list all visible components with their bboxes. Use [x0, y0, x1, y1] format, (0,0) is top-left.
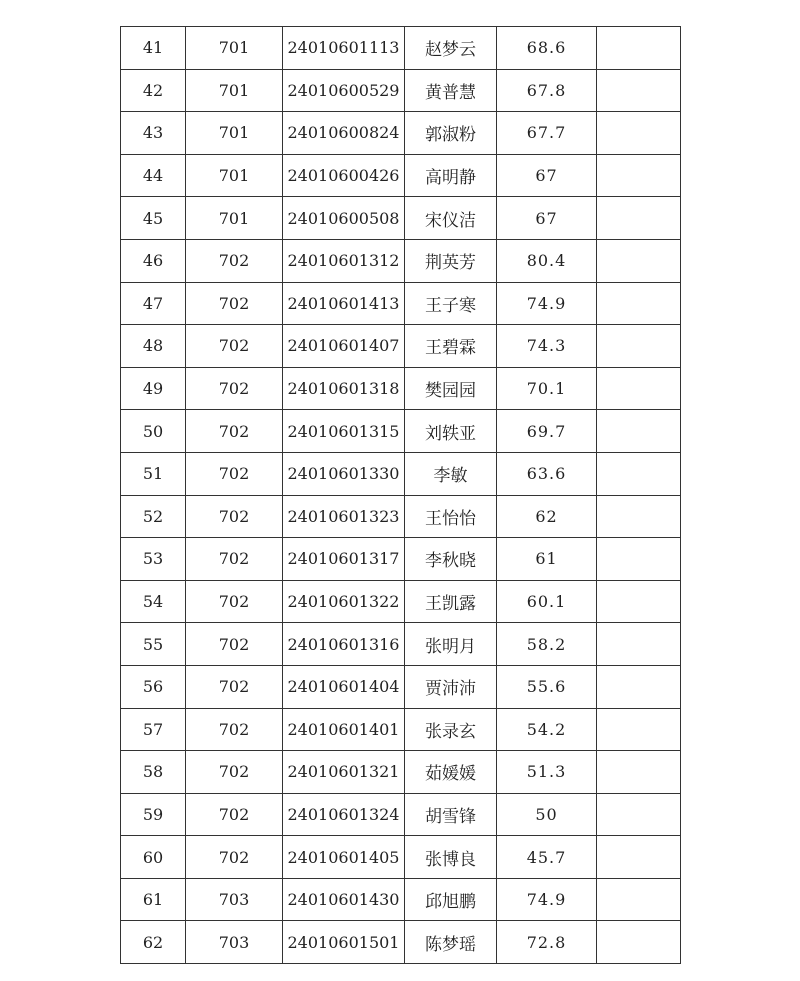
exam-id-cell: 24010600426	[283, 154, 405, 197]
candidate-name-cell: 黄普慧	[405, 69, 497, 112]
post-code-cell: 701	[186, 69, 283, 112]
post-code-cell: 702	[186, 836, 283, 879]
candidate-name-cell: 茹媛媛	[405, 751, 497, 794]
score-cell: 67	[497, 154, 597, 197]
post-code-cell: 702	[186, 538, 283, 581]
post-code-cell: 703	[186, 878, 283, 921]
table-row	[121, 325, 681, 368]
candidate-name-cell: 陈梦瑶	[405, 921, 497, 964]
post-code-cell: 702	[186, 282, 283, 325]
table-row	[121, 580, 681, 623]
post-code-cell: 702	[186, 410, 283, 453]
table-row	[121, 367, 681, 410]
exam-id-cell: 24010601315	[283, 410, 405, 453]
score-cell: 51.3	[497, 751, 597, 794]
remark-cell	[597, 708, 681, 751]
score-cell: 69.7	[497, 410, 597, 453]
candidate-name-cell: 郭淑粉	[405, 112, 497, 155]
candidate-name-cell: 张明月	[405, 623, 497, 666]
row-number-cell: 59	[121, 793, 186, 836]
remark-cell	[597, 751, 681, 794]
exam-id-cell: 24010601318	[283, 367, 405, 410]
row-number-cell: 62	[121, 921, 186, 964]
row-number-cell: 44	[121, 154, 186, 197]
post-code-cell: 702	[186, 452, 283, 495]
table-row	[121, 69, 681, 112]
exam-id-cell: 24010601324	[283, 793, 405, 836]
results-table-container	[120, 26, 680, 964]
remark-cell	[597, 836, 681, 879]
score-cell: 74.3	[497, 325, 597, 368]
remark-cell	[597, 452, 681, 495]
row-number-cell: 61	[121, 878, 186, 921]
remark-cell	[597, 665, 681, 708]
post-code-cell: 701	[186, 27, 283, 70]
candidate-name-cell: 邱旭鹏	[405, 878, 497, 921]
score-cell: 50	[497, 793, 597, 836]
score-cell: 67	[497, 197, 597, 240]
score-cell: 60.1	[497, 580, 597, 623]
post-code-cell: 703	[186, 921, 283, 964]
remark-cell	[597, 27, 681, 70]
table-row	[121, 793, 681, 836]
remark-cell	[597, 538, 681, 581]
remark-cell	[597, 239, 681, 282]
remark-cell	[597, 495, 681, 538]
row-number-cell: 52	[121, 495, 186, 538]
remark-cell	[597, 325, 681, 368]
row-number-cell: 41	[121, 27, 186, 70]
table-row	[121, 154, 681, 197]
post-code-cell: 701	[186, 112, 283, 155]
table-row	[121, 538, 681, 581]
table-row	[121, 665, 681, 708]
exam-id-cell: 24010600508	[283, 197, 405, 240]
exam-id-cell: 24010601330	[283, 452, 405, 495]
post-code-cell: 702	[186, 367, 283, 410]
candidate-name-cell: 王凯露	[405, 580, 497, 623]
exam-id-cell: 24010601401	[283, 708, 405, 751]
remark-cell	[597, 921, 681, 964]
exam-id-cell: 24010601323	[283, 495, 405, 538]
row-number-cell: 43	[121, 112, 186, 155]
table-row	[121, 751, 681, 794]
remark-cell	[597, 282, 681, 325]
score-cell: 58.2	[497, 623, 597, 666]
candidate-name-cell: 樊园园	[405, 367, 497, 410]
score-cell: 45.7	[497, 836, 597, 879]
table-row	[121, 410, 681, 453]
score-cell: 80.4	[497, 239, 597, 282]
row-number-cell: 56	[121, 665, 186, 708]
table-row	[121, 112, 681, 155]
post-code-cell: 702	[186, 495, 283, 538]
row-number-cell: 50	[121, 410, 186, 453]
score-cell: 74.9	[497, 878, 597, 921]
table-row	[121, 452, 681, 495]
table-row	[121, 708, 681, 751]
post-code-cell: 702	[186, 623, 283, 666]
exam-id-cell: 24010601316	[283, 623, 405, 666]
post-code-cell: 702	[186, 751, 283, 794]
candidate-name-cell: 张录玄	[405, 708, 497, 751]
exam-id-cell: 24010601322	[283, 580, 405, 623]
score-cell: 68.6	[497, 27, 597, 70]
exam-id-cell: 24010601321	[283, 751, 405, 794]
table-row	[121, 878, 681, 921]
row-number-cell: 49	[121, 367, 186, 410]
post-code-cell: 702	[186, 793, 283, 836]
exam-id-cell: 24010601113	[283, 27, 405, 70]
remark-cell	[597, 197, 681, 240]
candidate-name-cell: 李敏	[405, 452, 497, 495]
exam-id-cell: 24010601501	[283, 921, 405, 964]
score-cell: 67.7	[497, 112, 597, 155]
remark-cell	[597, 410, 681, 453]
score-cell: 67.8	[497, 69, 597, 112]
candidate-name-cell: 刘轶亚	[405, 410, 497, 453]
exam-id-cell: 24010601404	[283, 665, 405, 708]
remark-cell	[597, 623, 681, 666]
score-cell: 54.2	[497, 708, 597, 751]
remark-cell	[597, 69, 681, 112]
score-cell: 61	[497, 538, 597, 581]
score-cell: 63.6	[497, 452, 597, 495]
row-number-cell: 42	[121, 69, 186, 112]
remark-cell	[597, 154, 681, 197]
remark-cell	[597, 112, 681, 155]
row-number-cell: 58	[121, 751, 186, 794]
table-row	[121, 495, 681, 538]
row-number-cell: 57	[121, 708, 186, 751]
remark-cell	[597, 580, 681, 623]
post-code-cell: 702	[186, 580, 283, 623]
post-code-cell: 702	[186, 708, 283, 751]
row-number-cell: 51	[121, 452, 186, 495]
results-table	[120, 26, 681, 964]
remark-cell	[597, 793, 681, 836]
candidate-name-cell: 荆英芳	[405, 239, 497, 282]
candidate-name-cell: 赵梦云	[405, 27, 497, 70]
exam-id-cell: 24010601413	[283, 282, 405, 325]
table-row	[121, 836, 681, 879]
exam-id-cell: 24010600824	[283, 112, 405, 155]
row-number-cell: 53	[121, 538, 186, 581]
table-row	[121, 197, 681, 240]
candidate-name-cell: 王碧霖	[405, 325, 497, 368]
results-table-body	[121, 27, 681, 964]
row-number-cell: 54	[121, 580, 186, 623]
exam-id-cell: 24010601430	[283, 878, 405, 921]
score-cell: 74.9	[497, 282, 597, 325]
post-code-cell: 702	[186, 665, 283, 708]
remark-cell	[597, 878, 681, 921]
table-row	[121, 921, 681, 964]
exam-id-cell: 24010601407	[283, 325, 405, 368]
score-cell: 62	[497, 495, 597, 538]
row-number-cell: 46	[121, 239, 186, 282]
remark-cell	[597, 367, 681, 410]
table-row	[121, 27, 681, 70]
candidate-name-cell: 高明静	[405, 154, 497, 197]
post-code-cell: 702	[186, 325, 283, 368]
candidate-name-cell: 王怡怡	[405, 495, 497, 538]
exam-id-cell: 24010600529	[283, 69, 405, 112]
post-code-cell: 701	[186, 197, 283, 240]
candidate-name-cell: 贾沛沛	[405, 665, 497, 708]
table-row	[121, 623, 681, 666]
exam-id-cell: 24010601405	[283, 836, 405, 879]
row-number-cell: 48	[121, 325, 186, 368]
post-code-cell: 701	[186, 154, 283, 197]
row-number-cell: 55	[121, 623, 186, 666]
exam-id-cell: 24010601317	[283, 538, 405, 581]
candidate-name-cell: 张博良	[405, 836, 497, 879]
candidate-name-cell: 李秋晓	[405, 538, 497, 581]
exam-id-cell: 24010601312	[283, 239, 405, 282]
post-code-cell: 702	[186, 239, 283, 282]
candidate-name-cell: 王子寒	[405, 282, 497, 325]
candidate-name-cell: 胡雪锋	[405, 793, 497, 836]
score-cell: 55.6	[497, 665, 597, 708]
row-number-cell: 60	[121, 836, 186, 879]
table-row	[121, 282, 681, 325]
score-cell: 70.1	[497, 367, 597, 410]
row-number-cell: 45	[121, 197, 186, 240]
table-row	[121, 239, 681, 282]
score-cell: 72.8	[497, 921, 597, 964]
row-number-cell: 47	[121, 282, 186, 325]
candidate-name-cell: 宋仪洁	[405, 197, 497, 240]
